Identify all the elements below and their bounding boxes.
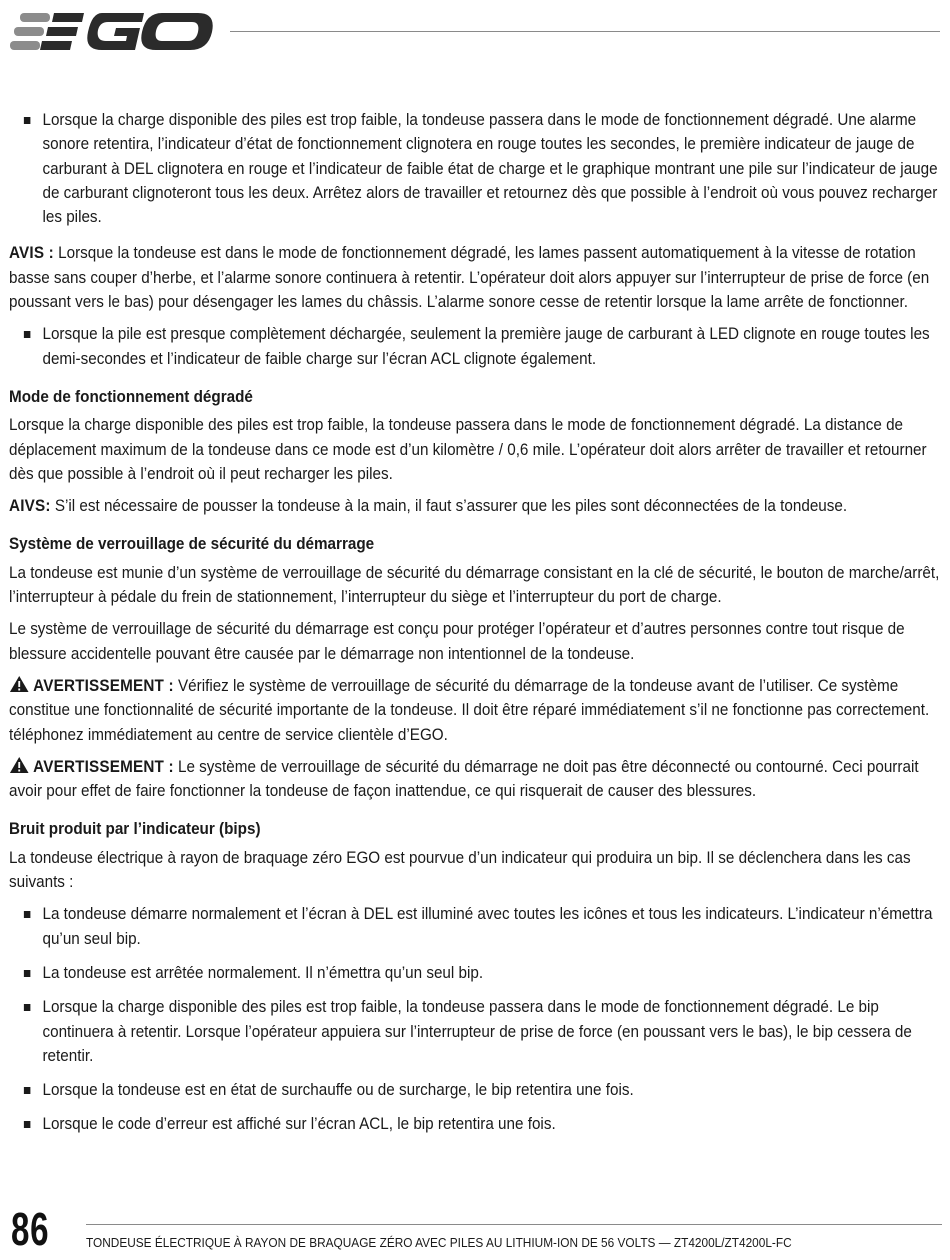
- bullet-item: [9, 961, 943, 985]
- bullet-item: [9, 322, 943, 371]
- paragraph-text: Le système de verrouillage de sécurité du démarrage ne doit pas être déconnecté ou contourné. Ceci pourrait avoir pour effet de faire fonctionner la tondeuse de façon inattendue, ce qui risquerait de causer des blessures.: [9, 757, 919, 801]
- paragraph-text: Lorsque la tondeuse est dans le mode de fonctionnement dégradé, les lames passent automatiquement à la vitesse de rotation basse sans couper d’herbe, et l’alarme sonore continuera à retentir. L’opérateur doit alors appuyer sur l’interrupteur de prise de force (en poussant vers le bas) pour désengager les lames du châssis. L’alarme sonore cesse de retentir lorsque la lame arrête de fonctionner.: [9, 244, 930, 312]
- section-heading: Système de verrouillage de sécurité du démarrage: [9, 535, 375, 554]
- body-paragraph: [9, 561, 943, 610]
- warning-paragraph: [9, 755, 943, 804]
- bullet-text: Lorsque la pile est presque complètement déchargée, seulement la première jauge de carburant à LED clignote en rouge toutes les demi-secondes et l’indicateur de faible charge sur l’écran ACL clignote également.: [42, 325, 930, 368]
- paragraph-text: S’il est nécessaire de pousser la tondeuse à la main, il faut s’assurer que les piles sont déconnectées de la tondeuse.: [50, 497, 848, 516]
- paragraph-text: Vérifiez le système de verrouillage de sécurité du démarrage de la tondeuse avant de l’utiliser. Ce système constitue une fonctionnalité de sécurité importante de la tondeuse. Il doit être réparé immédiatement s’il ne fonctionne pas correctement. téléphonez immédiatement au centre de service clientèle d’EGO.: [9, 676, 930, 744]
- footer-rule: [86, 1224, 942, 1225]
- body-paragraph: [9, 617, 943, 666]
- bullet-text: La tondeuse démarre normalement et l’écran à DEL est illuminé avec toutes les icônes et tous les indicateurs. L’indicateur n’émettra qu’un seul bip.: [42, 905, 933, 948]
- warning-triangle-icon: [9, 756, 29, 774]
- body-paragraph: [9, 846, 943, 895]
- bullet-item: [9, 1078, 943, 1102]
- notice-label: AVIS :: [9, 244, 54, 263]
- page-header: [0, 0, 950, 60]
- footer-title: TONDEUSE ÉLECTRIQUE À RAYON DE BRAQUAGE ZÉRO AVEC PILES AU LITHIUM-ION DE 56 VOLTS — ZT4200L/ZT4200L-FC: [86, 1236, 792, 1250]
- page-number: 86: [11, 1203, 50, 1255]
- paragraph-text: La tondeuse électrique à rayon de braquage zéro EGO est pourvue d’un indicateur qui produira un bip. Il se déclenchera dans les cas suivants :: [9, 848, 911, 892]
- bullet-item: [9, 995, 943, 1068]
- bullet-item: [9, 902, 943, 951]
- bullet-text: Lorsque la tondeuse est en état de surchauffe ou de surcharge, le bip retentira une fois.: [42, 1081, 634, 1100]
- section-heading: Bruit produit par l’indicateur (bips): [9, 820, 261, 839]
- notice-paragraph: [9, 494, 943, 518]
- notice-paragraph: [9, 241, 943, 314]
- warning-label: AVERTISSEMENT :: [33, 676, 174, 695]
- bullet-text: Lorsque la charge disponible des piles est trop faible, la tondeuse passera dans le mode de fonctionnement dégradé. Le bip continuera à retentir. Lorsque l’opérateur appuiera sur l’interrupteur de prise de force (en poussant vers le bas), le bip cessera de retentir.: [42, 998, 912, 1065]
- bullet-item: [9, 108, 943, 229]
- bullet-text: La tondeuse est arrêtée normalement. Il n’émettra qu’un seul bip.: [42, 963, 484, 982]
- page-footer: [0, 1200, 950, 1260]
- paragraph-text: Lorsque la charge disponible des piles est trop faible, la tondeuse passera dans le mode de fonctionnement dégradé. La distance de déplacement maximum de la tondeuse dans ce mode est d’un kilomètre / 0,6 mile. L’opérateur doit alors arrêter de travailler et retourner dès que possible à l’endroit où il peut recharger les piles.: [9, 416, 927, 483]
- warning-paragraph: [9, 674, 943, 747]
- logo-letters: [40, 13, 213, 50]
- warning-label: AVERTISSEMENT :: [33, 757, 174, 776]
- page-content: [9, 108, 940, 1137]
- body-paragraph: [9, 413, 943, 486]
- notice-label: AIVS:: [9, 497, 51, 516]
- warning-triangle-icon: [9, 675, 29, 693]
- section-heading: Mode de fonctionnement dégradé: [9, 387, 253, 406]
- ego-logo: [10, 8, 214, 54]
- bullet-text: Lorsque le code d’erreur est affiché sur l’écran ACL, le bip retentira une fois.: [42, 1115, 556, 1134]
- header-rule: [230, 31, 940, 32]
- bullet-item: [9, 1112, 943, 1136]
- paragraph-text: Le système de verrouillage de sécurité du démarrage est conçu pour protéger l’opérateur et d’autres personnes contre tout risque de blessure accidentelle pouvant être causée par le démarrage non intentionnel de la tondeuse.: [9, 620, 905, 663]
- bullet-text: Lorsque la charge disponible des piles est trop faible, la tondeuse passera dans le mode de fonctionnement dégradé. Une alarme sonore retentira, l’indicateur d’état de fonctionnement clignotera en rouge toutes les secondes, le première indicateur de jauge de carburant à DEL clignotera en rouge et l’indicateur de faible état de charge et le graphique montrant une pile sur l’indicateur de jauge de carburant clignoteront tous les deux. Arrêtez alors de travailler et retournez dès que possible à l’endroit où vous pouvez recharger les piles.: [42, 111, 938, 227]
- paragraph-text: La tondeuse est munie d’un système de verrouillage de sécurité du démarrage consistant en la clé de sécurité, le bouton de marche/arrêt, l’interrupteur à pédale du frein de stationnement, l’interrupteur du siège et l’interrupteur du port de charge.: [9, 563, 940, 607]
- content-body: [9, 108, 943, 1137]
